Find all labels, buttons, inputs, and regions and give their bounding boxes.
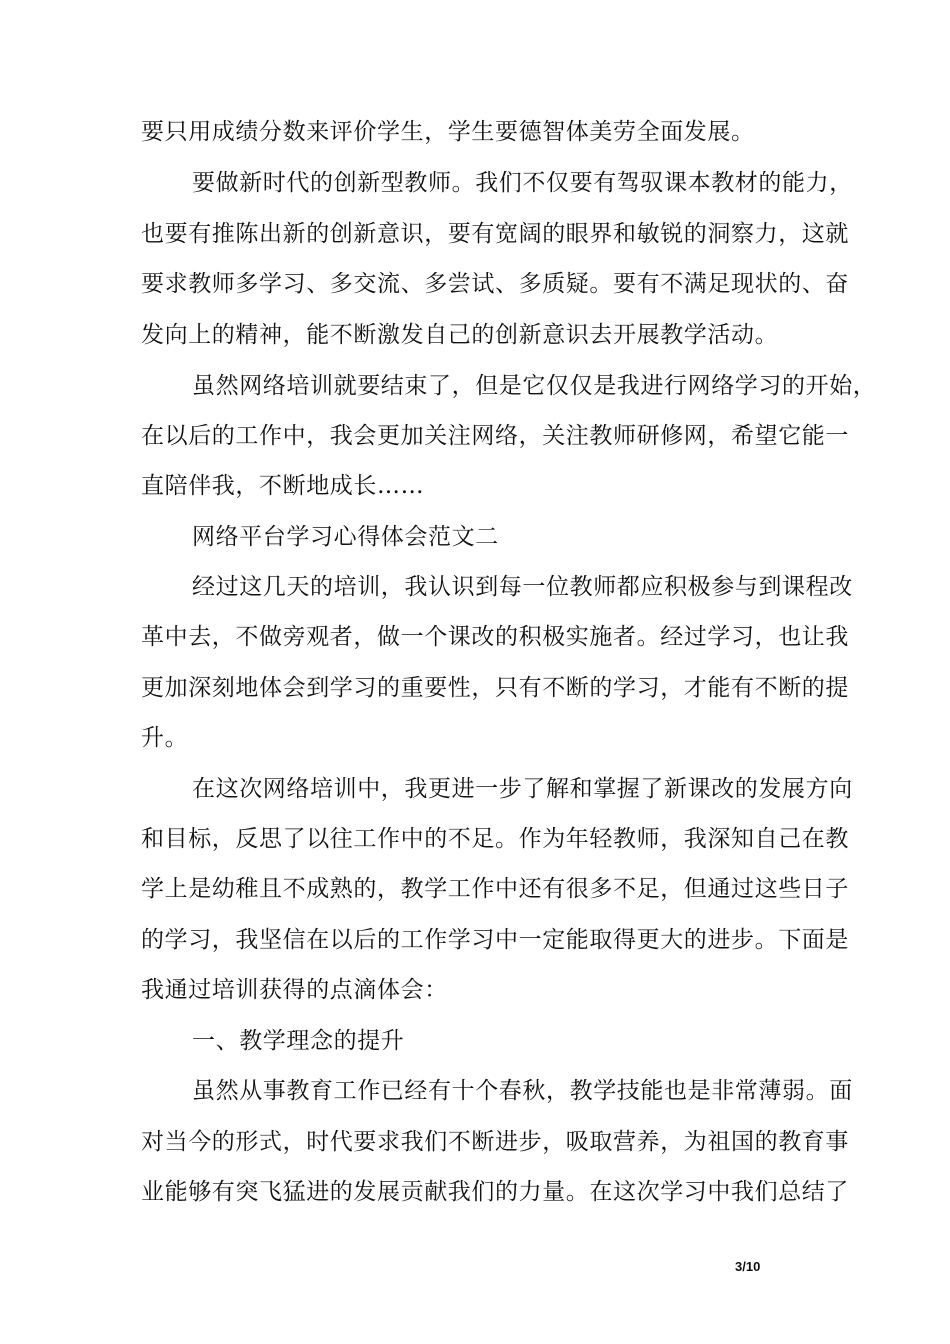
text-line: 的学习，我坚信在以后的工作学习中一定能取得更大的进步。下面是 bbox=[141, 927, 849, 953]
text-line: 业能够有突飞猛进的发展贡献我们的力量。在这次学习中我们总结了 bbox=[141, 1179, 849, 1205]
text-line: 学上是幼稚且不成熟的，教学工作中还有很多不足，但通过这些日子 bbox=[141, 876, 849, 902]
text-line: 革中去，不做旁观者，做一个课改的积极实施者。经过学习，也让我 bbox=[141, 624, 849, 650]
section-heading: 一、教学理念的提升 bbox=[192, 1028, 405, 1054]
section-heading: 网络平台学习心得体会范文二 bbox=[192, 524, 499, 550]
text-line: 对当今的形式，时代要求我们不断进步，吸取营养，为祖国的教育事 bbox=[141, 1129, 849, 1155]
paragraph-first-line: 在这次网络培训中，我更进一步了解和掌握了新课改的发展方向 bbox=[192, 776, 853, 802]
page-number: 3/10 bbox=[735, 1259, 761, 1274]
text-line: 升。 bbox=[141, 725, 189, 751]
paragraph-first-line: 虽然从事教育工作已经有十个春秋，教学技能也是非常薄弱。面 bbox=[192, 1078, 853, 1104]
text-line: 要只用成绩分数来评价学生，学生要德智体美劳全面发展。 bbox=[141, 119, 755, 145]
text-line: 要求教师多学习、多交流、多尝试、多质疑。要有不满足现状的、奋 bbox=[141, 271, 849, 297]
paragraph-first-line: 虽然网络培训就要结束了，但是它仅仅是我进行网络学习的开始， bbox=[192, 373, 877, 399]
text-line: 和目标，反思了以往工作中的不足。作为年轻教师，我深知自己在教 bbox=[141, 826, 849, 852]
text-line: 发向上的精神，能不断激发自己的创新意识去开展教学活动。 bbox=[141, 322, 779, 348]
text-line: 在以后的工作中，我会更加关注网络，关注教师研修网，希望它能一 bbox=[141, 423, 849, 449]
text-line: 也要有推陈出新的创新意识，要有宽阔的眼界和敏锐的洞察力，这就 bbox=[141, 221, 849, 247]
text-line: 直陪伴我，不断地成长…… bbox=[141, 473, 425, 499]
paragraph-first-line: 经过这几天的培训，我认识到每一位教师都应积极参与到课程改 bbox=[192, 574, 853, 600]
text-line: 更加深刻地体会到学习的重要性，只有不断的学习，才能有不断的提 bbox=[141, 675, 849, 701]
paragraph-first-line: 要做新时代的创新型教师。我们不仅要有驾驭课本教材的能力， bbox=[192, 170, 853, 196]
text-line: 我通过培训获得的点滴体会： bbox=[141, 977, 448, 1003]
